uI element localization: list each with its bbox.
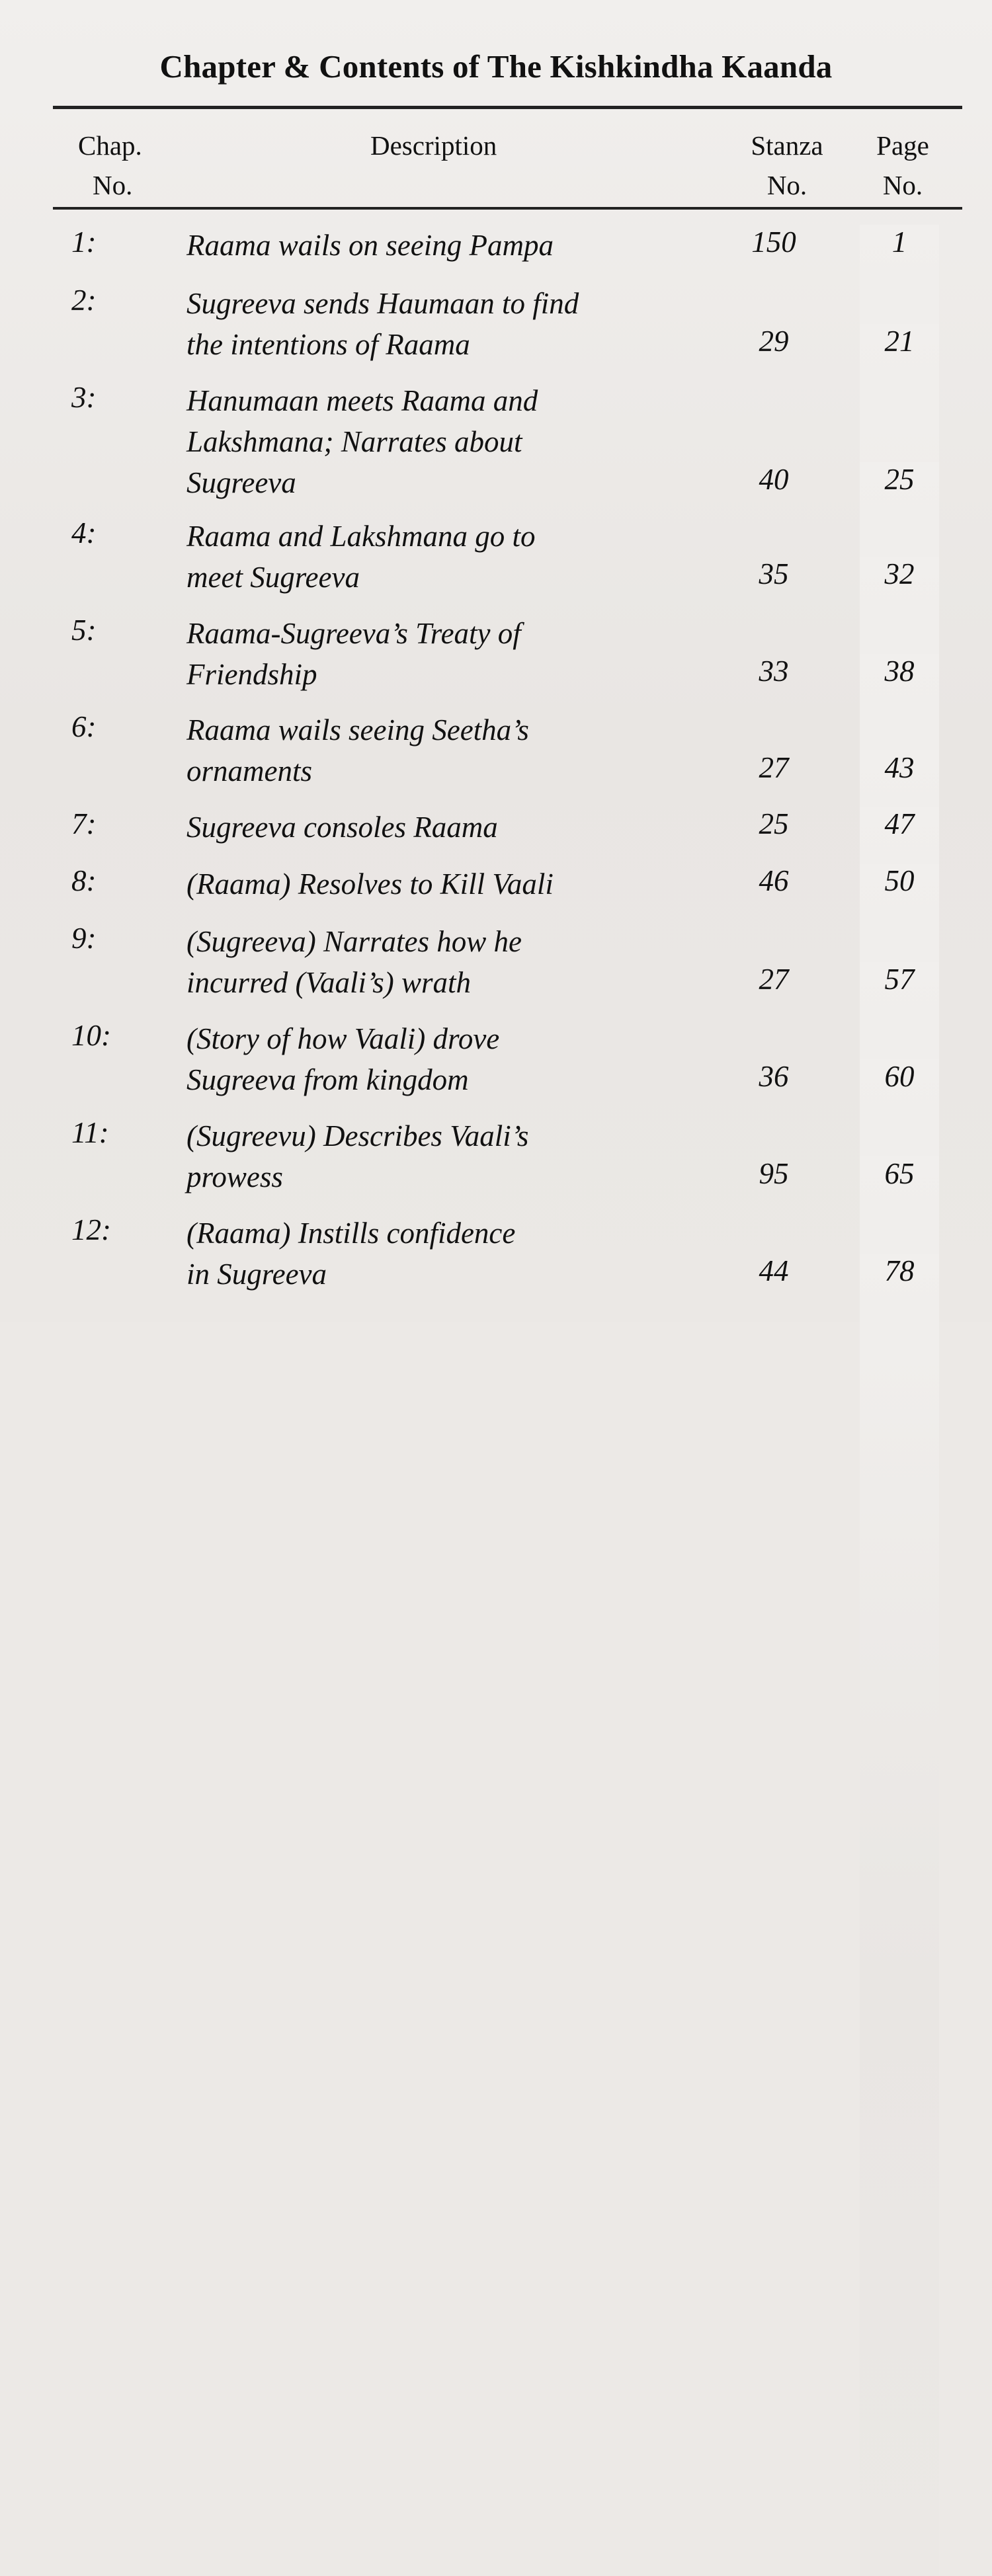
stanza-number: 46 xyxy=(759,864,789,897)
chapter-description xyxy=(186,864,716,905)
page-number: 38 xyxy=(860,654,939,1976)
page-number: 65 xyxy=(860,1156,939,2479)
description-line: (Raama) Instills confidence xyxy=(186,1217,516,1250)
description-line: ornaments xyxy=(186,754,312,787)
chapter-number: 1: xyxy=(71,225,97,259)
description-line: meet Sugreeva xyxy=(186,561,360,594)
page-title: Chapter & Contents of The Kishkindha Kaanda xyxy=(159,48,833,85)
description-line: (Raama) Resolves to Kill Vaali xyxy=(186,867,554,901)
page-number: 25 xyxy=(860,462,939,1785)
description-line: (Sugreevu) Describes Vaali’s xyxy=(186,1119,529,1152)
stanza-number: 44 xyxy=(759,1254,789,1287)
chapter-number: 10: xyxy=(71,1019,111,1052)
page-number: 78 xyxy=(860,1254,939,2576)
chapter-number: 9: xyxy=(71,922,97,955)
description-line: Sugreeva sends Haumaan to find xyxy=(186,287,579,320)
description-line: Sugreeva consoles Raama xyxy=(186,811,498,844)
chapter-description xyxy=(186,921,716,1003)
chapter-number: 11: xyxy=(71,1116,109,1149)
header-stanza-line2: No. xyxy=(766,170,807,200)
stanza-number: 33 xyxy=(759,655,789,688)
chapter-number: 6: xyxy=(71,710,97,743)
header-chap-line2: No. xyxy=(93,170,133,200)
chapter-description xyxy=(186,807,716,848)
description-line: Sugreeva xyxy=(186,466,296,499)
description-line: Raama wails seeing Seetha’s xyxy=(186,713,529,746)
stanza-number: 27 xyxy=(759,751,789,784)
description-line: prowess xyxy=(186,1160,283,1193)
chapter-description xyxy=(186,283,716,365)
chapter-description xyxy=(186,1115,716,1197)
header-page-no xyxy=(860,126,946,205)
description-line: Hanumaan meets Raama and xyxy=(186,384,538,417)
header-page-line1: Page xyxy=(876,130,929,161)
header-stanza-line1: Stanza xyxy=(751,130,823,161)
description-line: Lakshmana; Narrates about xyxy=(186,425,522,458)
chapter-description xyxy=(186,1018,716,1100)
chapter-description xyxy=(186,613,716,695)
chapter-number: 4: xyxy=(71,516,97,549)
stanza-number: 150 xyxy=(751,225,796,259)
page-number: 43 xyxy=(860,750,939,2073)
description-line: Friendship xyxy=(186,658,317,691)
chapter-description xyxy=(186,516,716,598)
stanza-number: 35 xyxy=(759,557,789,590)
description-line: Raama and Lakshmana go to xyxy=(186,520,536,553)
stanza-number: 36 xyxy=(759,1060,789,1093)
chapter-number: 5: xyxy=(71,614,97,647)
header-description: Description xyxy=(370,130,497,161)
page-number: 57 xyxy=(860,962,939,2284)
page-number: 1 xyxy=(860,225,939,1547)
stanza-number: 40 xyxy=(759,463,789,496)
description-line: in Sugreeva xyxy=(186,1258,327,1291)
header-chap-line1: Chap. xyxy=(78,130,142,161)
page-number: 47 xyxy=(860,807,939,2129)
chapter-description xyxy=(186,225,716,266)
header-stanza-no xyxy=(727,126,847,205)
description-line: incurred (Vaali’s) wrath xyxy=(186,966,472,999)
description-line: Raama-Sugreeva’s Treaty of xyxy=(186,617,521,650)
description-line: Sugreeva from kingdom xyxy=(186,1063,469,1096)
page-number: 60 xyxy=(860,1059,939,2382)
chapter-number: 12: xyxy=(71,1213,111,1246)
chapter-description xyxy=(186,380,716,503)
description-line: Raama wails on seeing Pampa xyxy=(186,229,554,262)
page-number: 50 xyxy=(860,864,939,2186)
chapter-description xyxy=(186,709,716,791)
stanza-number: 25 xyxy=(759,807,789,840)
chapter-number: 3: xyxy=(71,381,97,414)
top-rule xyxy=(53,106,962,109)
header-page-line2: No. xyxy=(882,170,923,200)
page-number: 21 xyxy=(860,324,939,1646)
stanza-number: 27 xyxy=(759,963,789,996)
stanza-number: 29 xyxy=(759,325,789,358)
description-line: (Sugreeva) Narrates how he xyxy=(186,925,522,958)
description-line: the intentions of Raama xyxy=(186,328,470,361)
stanza-number: 95 xyxy=(759,1157,789,1190)
header-rule xyxy=(53,207,962,210)
description-line: (Story of how Vaali) drove xyxy=(186,1022,500,1055)
chapter-description xyxy=(186,1213,716,1295)
chapter-number: 8: xyxy=(71,864,97,897)
chapter-number: 2: xyxy=(71,284,97,317)
header-chap-no xyxy=(78,126,157,205)
page-number: 32 xyxy=(860,557,939,1879)
chapter-number: 7: xyxy=(71,807,97,840)
